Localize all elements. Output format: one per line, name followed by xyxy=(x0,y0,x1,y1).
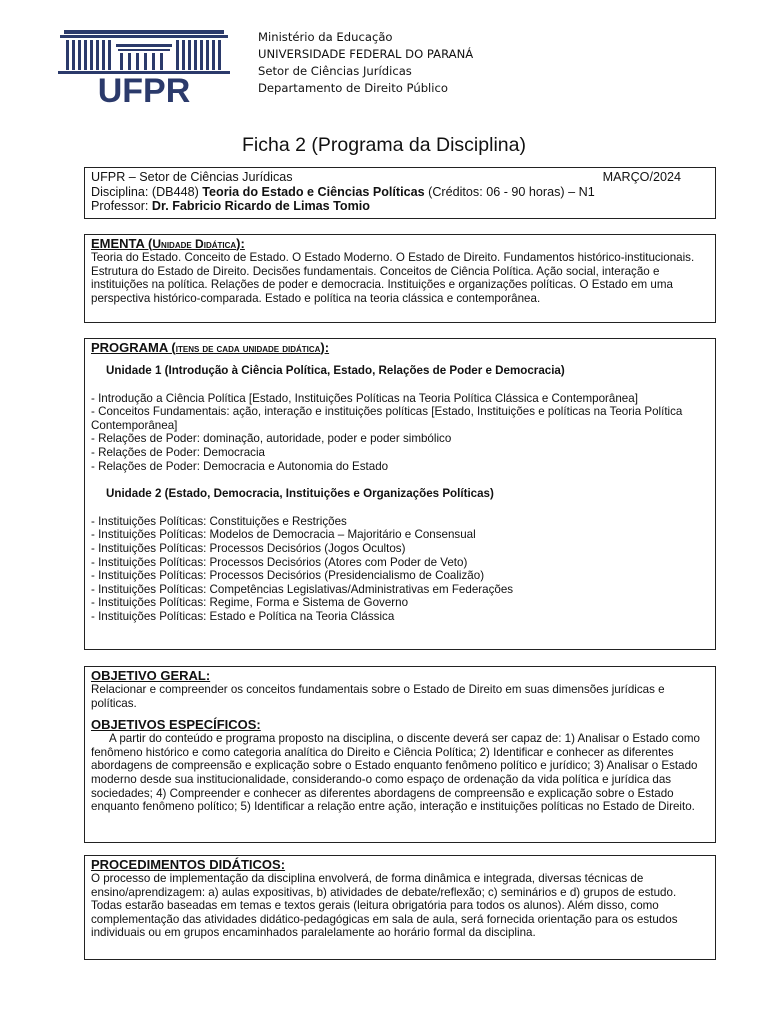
programa-title: PROGRAMA (itens de cada unidade didática): xyxy=(91,340,330,355)
sector-line: Setor de Ciências Jurídicas xyxy=(258,64,412,78)
unit-1-list xyxy=(91,392,709,474)
list-item: - Instituições Políticas: Competências Legislativas/Administrativas em Federações xyxy=(91,582,514,596)
info-box xyxy=(84,167,716,219)
svg-text:UFPR: UFPR xyxy=(97,72,191,104)
objetivo-geral-text: Relacionar e compreender os conceitos fundamentais sobre o Estado de Direito em suas dimensões jurídicas e políticas. xyxy=(91,683,665,710)
ministry-line: Ministério da Educação xyxy=(258,30,393,44)
objetivo-geral-title: OBJETIVO GERAL: xyxy=(91,668,211,683)
list-item: - Instituições Políticas: Processos Decisórios (Jogos Ocultos) xyxy=(91,541,406,555)
programa-box xyxy=(84,338,716,650)
info-row xyxy=(91,170,709,185)
unit-2-title: Unidade 2 (Estado, Democracia, Instituições e Organizações Políticas) xyxy=(106,487,494,501)
ementa-box xyxy=(84,234,716,323)
professor-line: Professor: Dr. Fabricio Ricardo de Limas Tomio xyxy=(91,199,370,213)
procedimentos-title: PROCEDIMENTOS DIDÁTICOS: xyxy=(91,857,286,872)
professor-name: Dr. Fabricio Ricardo de Limas Tomio xyxy=(151,199,370,213)
list-item: - Relações de Poder: dominação, autoridade, poder e poder simbólico xyxy=(91,432,452,446)
ufpr-logo xyxy=(56,28,232,104)
ementa-title: EMENTA (Unidade Didática): xyxy=(91,236,245,251)
page-title: Ficha 2 (Programa da Disciplina) xyxy=(242,134,526,156)
university-line: UNIVERSIDADE FEDERAL DO PARANÁ xyxy=(258,47,474,61)
sector-text: UFPR – Setor de Ciências Jurídicas xyxy=(91,170,293,184)
list-item: - Relações de Poder: Democracia e Autonomia do Estado xyxy=(91,459,389,473)
date-text: MARÇO/2024 xyxy=(602,170,681,184)
objetivos-especificos-text: A partir do conteúdo e programa proposto na disciplina, o discente deverá ser capaz de: 1) Analisar o Estado como fenômeno histórico e como categoria analítica do Direito e Ciência Política; 2) Identificar e conhecer as diferentes abordagens de compreensão e explicação sobre o Estado enquanto fenômeno político e jurídico; 3) Analisar o Estado moderno desde sua institucionalidade, considerando-o como espaço de ordenação da vida política e jurídica das sociedades; 4) Compreender e conhecer as diferentes abordagens de compreensão e explicação sobre o Estado enquanto fenômeno político; 5) Identificar a relação entre ação, interação e instituições políticas no Estado de Direito. xyxy=(91,732,700,814)
header xyxy=(56,28,716,108)
list-item: - Instituições Políticas: Regime, Forma e Sistema de Governo xyxy=(91,596,409,610)
objetivos-especificos-title: OBJETIVOS ESPECÍFICOS: xyxy=(91,717,261,733)
procedimentos-box xyxy=(84,855,716,960)
ementa-text: Teoria do Estado. Conceito de Estado. O Estado Moderno. O Estado de Direito. Fundamentos histórico-institucionais. Estrutura do Estado de Direito. Decisões fundamentais. Conceitos de Ciência Política. Ação social, interação e instituições na política. Relações de poder e democracia. Instituições e organizações políticas. O Estado em uma perspectiva histórico-comparada. Estado e política na teoria clássica e contemporânea. xyxy=(91,251,695,305)
institution-lines xyxy=(258,29,473,97)
discipline-name: Teoria do Estado e Ciências Políticas xyxy=(202,184,425,199)
unit-2-list xyxy=(91,515,709,624)
discipline-line: Disciplina: (DB448) Teoria do Estado e Ciências Políticas (Créditos: 06 - 90 horas) – N1 xyxy=(91,184,595,199)
list-item: - Instituições Políticas: Modelos de Democracia – Majoritário e Consensual xyxy=(91,528,476,542)
procedimentos-text: O processo de implementação da disciplina envolverá, de forma dinâmica e integrada, diversas técnicas de ensino/aprendizagem: a) aulas expositivas, b) atividades de debate/reflexão; c) seminários e d) grupos de estudo. Todas estarão baseadas em temas e textos gerais (leitura obrigatória para todos os alunos). Além disso, como complementação das atividades didático-pedagógicas em sala de aula, será fornecida orientação para os estudos individuais ou em grupos encaminhados paralelamente ao horário formal da disciplina. xyxy=(91,872,678,940)
list-item: - Relações de Poder: Democracia xyxy=(91,445,265,459)
list-item: - Instituições Políticas: Processos Decisórios (Presidencialismo de Coalizão) xyxy=(91,569,485,583)
unit-1-title: Unidade 1 (Introdução à Ciência Política, Estado, Relações de Poder e Democracia) xyxy=(106,364,565,377)
list-item: - Instituições Políticas: Estado e Política na Teoria Clássica xyxy=(91,609,395,623)
list-item: - Instituições Políticas: Constituições e Restrições xyxy=(91,514,347,528)
list-item: - Instituições Políticas: Processos Decisórios (Atores com Poder de Veto) xyxy=(91,555,468,569)
list-item: - Conceitos Fundamentais: ação, interação e instituições políticas [Estado, Instituições e políticas na Teoria Política Contemporânea] xyxy=(91,405,683,432)
objetivos-box xyxy=(84,666,716,843)
list-item: - Introdução a Ciência Política [Estado, Instituições Políticas na Teoria Política Clássica e Contemporânea] xyxy=(91,391,638,405)
department-line: Departamento de Direito Público xyxy=(258,81,448,95)
